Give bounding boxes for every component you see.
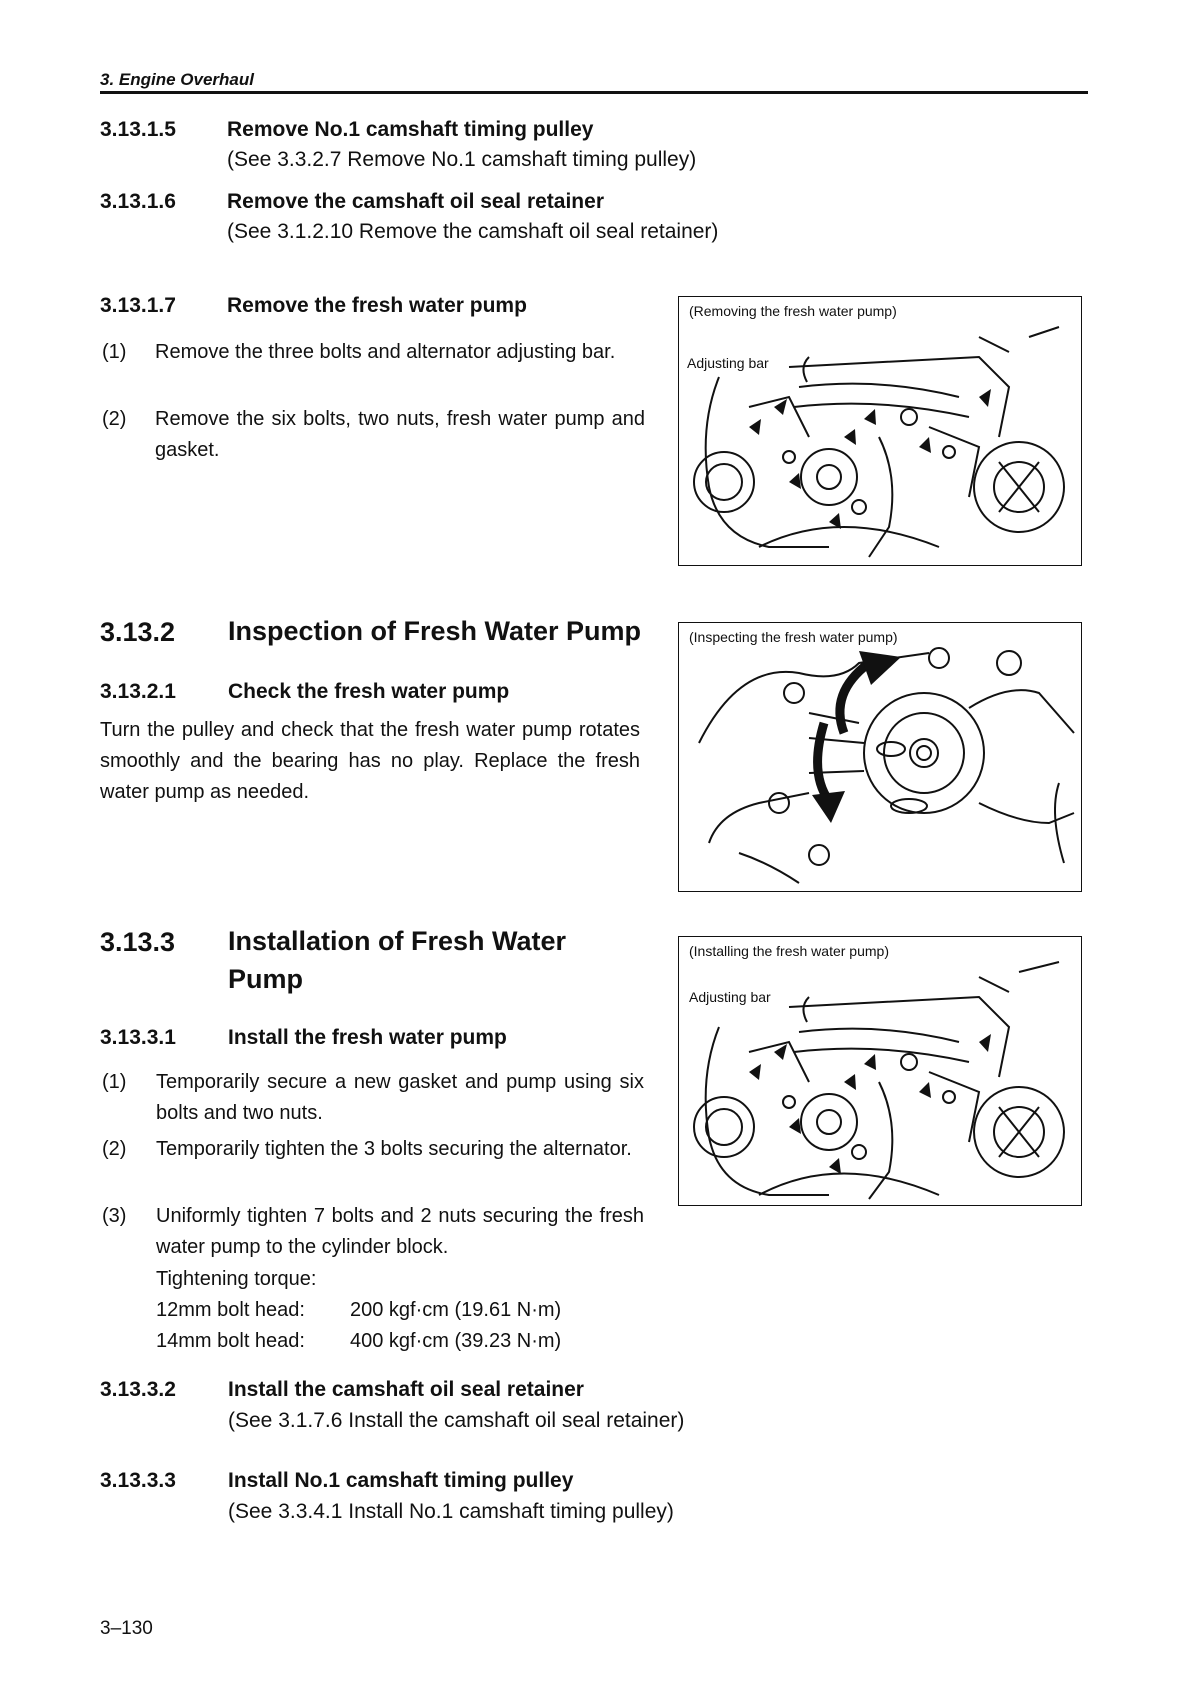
step-text: Uniformly tighten 7 bolts and 2 nuts securing the fresh water pump to the cylinder block. (156, 1205, 644, 1258)
section-number: 3.13.3.3 (100, 1469, 176, 1492)
paragraph: Turn the pulley and check that the fresh water pump rotates smoothly and the bearing has no play. Replace the fresh water pump as needed. (100, 719, 640, 803)
cross-reference: (See 3.3.4.1 Install No.1 camshaft timing pulley) (228, 1500, 674, 1523)
section-title: Inspection of Fresh Water Pump (228, 616, 642, 646)
section-number: 3.13.1.7 (100, 294, 176, 317)
section-number: 3.13.3.2 (100, 1378, 176, 1401)
page-number: 3–130 (100, 1618, 153, 1639)
section-title: Check the fresh water pump (228, 680, 510, 703)
step-number: (1) (102, 1071, 127, 1093)
section-number: 3.13.3 (100, 927, 176, 957)
header-rule (100, 91, 1088, 94)
cross-reference: (See 3.3.2.7 Remove No.1 camshaft timing pulley) (227, 148, 697, 171)
running-header: 3. Engine Overhaul (100, 70, 254, 89)
torque-head: 12mm bolt head: (156, 1299, 305, 1321)
torque-label: Tightening torque: (156, 1268, 317, 1290)
pump-illustration (679, 623, 1081, 891)
figure-label: Adjusting bar (689, 989, 771, 1005)
figure-caption: (Removing the fresh water pump) (689, 303, 897, 319)
section-number: 3.13.2.1 (100, 680, 176, 703)
figure-installing-water-pump (678, 936, 1082, 1206)
figure-removing-water-pump (678, 296, 1082, 566)
step-text: Remove the six bolts, two nuts, fresh water pump and gasket. (155, 408, 645, 461)
step-text: Temporarily secure a new gasket and pump using six bolts and two nuts. (156, 1071, 644, 1124)
step-text: Temporarily tighten the 3 bolts securing the alternator. (156, 1138, 632, 1160)
torque-value: 400 kgf·cm (39.23 N·m) (350, 1330, 562, 1352)
engine-illustration (679, 297, 1081, 565)
section-title: Remove the camshaft oil seal retainer (227, 190, 604, 213)
figure-caption: (Inspecting the fresh water pump) (689, 629, 898, 645)
cross-reference: (See 3.1.2.10 Remove the camshaft oil seal retainer) (227, 220, 719, 243)
section-number: 3.13.3.1 (100, 1026, 176, 1049)
cross-reference: (See 3.1.7.6 Install the camshaft oil seal retainer) (228, 1409, 685, 1432)
section-number: 3.13.1.5 (100, 118, 176, 141)
section-title: Remove No.1 camshaft timing pulley (227, 118, 594, 141)
step-number: (3) (102, 1205, 127, 1227)
section-title: Install No.1 camshaft timing pulley (228, 1469, 574, 1492)
engine-illustration (679, 937, 1081, 1205)
section-title: Install the fresh water pump (228, 1026, 507, 1049)
step-number: (2) (102, 1138, 127, 1160)
section-number: 3.13.1.6 (100, 190, 176, 213)
section-title: Remove the fresh water pump (227, 294, 527, 317)
torque-value: 200 kgf·cm (19.61 N·m) (350, 1299, 562, 1321)
step-number: (1) (102, 341, 127, 363)
figure-label: Adjusting bar (687, 355, 769, 371)
torque-head: 14mm bolt head: (156, 1330, 305, 1352)
section-title: Installation of Fresh Water (228, 926, 567, 956)
step-number: (2) (102, 408, 127, 430)
figure-caption: (Installing the fresh water pump) (689, 943, 889, 959)
section-number: 3.13.2 (100, 617, 176, 647)
section-title-continued: Pump (228, 964, 304, 994)
section-title: Install the camshaft oil seal retainer (228, 1378, 584, 1401)
figure-inspecting-water-pump (678, 622, 1082, 892)
step-text: Remove the three bolts and alternator adjusting bar. (155, 341, 616, 363)
